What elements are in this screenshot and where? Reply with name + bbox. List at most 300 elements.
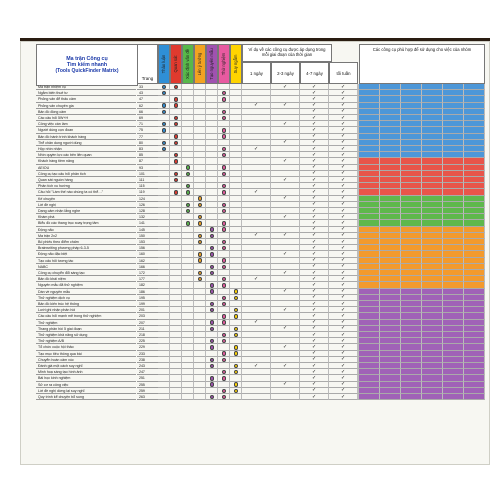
tool-name: Lưới ghi nhận phản hồi <box>36 307 136 313</box>
tool-name: Các câu hỏi 5W+H <box>36 115 136 121</box>
tool-page-number: 111 <box>137 177 158 183</box>
category-dot <box>222 314 226 318</box>
category-dot <box>234 382 238 386</box>
check-mark-icon: ✓ <box>312 195 317 202</box>
check-mark-icon: ✓ <box>341 312 346 319</box>
category-dot <box>222 97 226 101</box>
check-mark-icon: ✓ <box>312 381 317 388</box>
check-mark-icon: ✓ <box>341 83 346 90</box>
check-mark-icon: ✓ <box>283 381 288 388</box>
check-mark-icon: ✓ <box>341 176 346 183</box>
matrix-title-line3: (Tools QuickFinder Matrix) <box>55 68 119 75</box>
category-dot <box>198 258 202 262</box>
check-mark-icon: ✓ <box>341 164 346 171</box>
page-column-header: Trang <box>137 44 158 84</box>
check-mark-icon: ✓ <box>312 374 317 381</box>
category-dot <box>222 134 226 138</box>
category-dot <box>162 147 166 151</box>
tool-page-number: 141 <box>137 220 158 226</box>
tool-name: Đánh giá một cách suy nghĩ <box>36 363 136 369</box>
category-dot <box>174 178 178 182</box>
check-mark-icon: ✓ <box>341 157 346 164</box>
check-mark-icon: ✓ <box>283 250 288 257</box>
check-mark-icon: ✓ <box>312 114 317 121</box>
category-dot <box>222 333 226 337</box>
category-dot <box>222 376 226 380</box>
check-mark-icon: ✓ <box>283 102 288 109</box>
tool-name: Khám phá <box>36 214 136 220</box>
tool-page-number: 69 <box>137 115 158 121</box>
check-mark-icon: ✓ <box>312 226 317 233</box>
applicability-cell <box>464 394 485 400</box>
tool-page-number: 166 <box>137 264 158 270</box>
check-mark-icon: ✓ <box>254 275 259 282</box>
check-mark-icon: ✓ <box>312 207 317 214</box>
tool-name: Các câu hỏi mạnh mẽ trong thử nghiệm <box>36 313 136 319</box>
check-mark-icon: ✓ <box>341 139 346 146</box>
time-frame-header-3: 4-7 ngày <box>300 62 329 84</box>
check-mark-icon: ✓ <box>312 133 317 140</box>
applicability-cell <box>401 394 422 400</box>
category-dot <box>222 358 226 362</box>
category-dot <box>210 234 214 238</box>
check-mark-icon: ✓ <box>283 139 288 146</box>
tool-name: Thử nghiệm dịch vụ <box>36 295 136 301</box>
tool-page-number: 259 <box>137 388 158 394</box>
tool-page-number: 156 <box>137 245 158 251</box>
tool-page-number: 255 <box>137 382 158 388</box>
tool-page-number: 247 <box>137 369 158 375</box>
category-dot <box>162 122 166 126</box>
check-mark-icon: ✓ <box>341 362 346 369</box>
tool-name: Thể chân dung người dùng <box>36 140 136 146</box>
category-dot <box>222 203 226 207</box>
category-dot <box>222 91 226 95</box>
category-dot <box>222 128 226 132</box>
category-dot <box>210 327 214 331</box>
check-mark-icon: ✓ <box>312 244 317 251</box>
check-mark-icon: ✓ <box>312 232 317 239</box>
category-dot <box>186 172 190 176</box>
category-dot <box>174 116 178 120</box>
category-header-label: Tạo nguyên mẫu <box>208 48 214 80</box>
check-mark-icon: ✓ <box>312 238 317 245</box>
tool-page-number: 85 <box>137 152 158 158</box>
category-dot <box>186 209 190 213</box>
tool-page-number: 199 <box>137 301 158 307</box>
tool-name: Bản đồ hành trình khách hàng <box>36 134 136 140</box>
check-mark-icon: ✓ <box>312 95 317 102</box>
tool-page-number: 160 <box>137 251 158 257</box>
tool-name: Công việc cần làm <box>36 121 136 127</box>
tool-page-number: 93 <box>137 165 158 171</box>
category-dot <box>210 308 214 312</box>
check-mark-icon: ✓ <box>341 120 346 127</box>
tool-page-number: 126 <box>137 202 158 208</box>
check-mark-icon: ✓ <box>283 269 288 276</box>
check-mark-icon: ✓ <box>341 95 346 102</box>
applicability-cell <box>380 394 401 400</box>
category-header-label: Lên ý tưởng <box>196 52 202 76</box>
check-mark-icon: ✓ <box>341 201 346 208</box>
category-header-7 <box>230 44 242 84</box>
tool-name: Phỏng vấn để thấu cảm <box>36 96 136 102</box>
tool-page-number: 101 <box>137 171 158 177</box>
tool-page-number: 66 <box>137 109 158 115</box>
check-mark-icon: ✓ <box>341 356 346 363</box>
category-dot <box>174 85 178 89</box>
category-dot <box>162 128 166 132</box>
check-mark-icon: ✓ <box>341 350 346 357</box>
tool-page-number: 238 <box>137 357 158 363</box>
tool-name: Biểu đồ các thang trục xoay trọng tâm <box>36 220 136 226</box>
tool-name: Bản đồ kiến trúc hệ thống <box>36 301 136 307</box>
tool-name: Minh hoạ sáng tạo hình ảnh <box>36 369 136 375</box>
check-mark-icon: ✓ <box>341 368 346 375</box>
category-dot <box>222 184 226 188</box>
check-mark-icon: ✓ <box>312 139 317 146</box>
check-mark-icon: ✓ <box>341 288 346 295</box>
category-dot <box>186 190 190 194</box>
category-dot <box>210 345 214 349</box>
category-dot <box>234 314 238 318</box>
category-dot <box>210 283 214 287</box>
matrix-title-line1: Ma trận Công cụ <box>66 55 108 62</box>
check-mark-icon: ✓ <box>341 319 346 326</box>
check-mark-icon: ✓ <box>312 356 317 363</box>
check-mark-icon: ✓ <box>341 250 346 257</box>
category-dot <box>222 302 226 306</box>
category-dot <box>234 333 238 337</box>
time-frame-cell <box>300 394 329 400</box>
check-mark-icon: ✓ <box>312 306 317 313</box>
check-mark-icon: ✓ <box>341 294 346 301</box>
category-dot <box>210 227 214 231</box>
category-dot <box>174 97 178 101</box>
tool-page-number: 150 <box>137 233 158 239</box>
tool-page-number: 62 <box>137 103 158 109</box>
check-mark-icon: ✓ <box>312 362 317 369</box>
check-mark-icon: ✓ <box>254 232 259 239</box>
category-dot <box>222 339 226 343</box>
tool-page-number: 75 <box>137 127 158 133</box>
tool-page-number: 218 <box>137 332 158 338</box>
check-mark-icon: ✓ <box>283 343 288 350</box>
check-mark-icon: ✓ <box>312 201 317 208</box>
category-dot <box>210 246 214 250</box>
check-mark-icon: ✓ <box>283 288 288 295</box>
check-mark-icon: ✓ <box>341 263 346 270</box>
time-frame-group-header: Ví dụ về các công cụ được áp dụng trong mỗi giai đoạn của thời gian <box>242 44 332 62</box>
tool-applicability-header: Các công cụ phù hợp để sử dụng cho việc của nhóm <box>359 44 485 84</box>
tool-name: Ma trận nhiệm vụ <box>36 84 136 90</box>
check-mark-icon: ✓ <box>312 263 317 270</box>
category-dot <box>234 308 238 312</box>
check-mark-icon: ✓ <box>312 300 317 307</box>
check-mark-icon: ✓ <box>341 269 346 276</box>
check-mark-icon: ✓ <box>312 288 317 295</box>
applicability-cell <box>359 394 380 400</box>
check-mark-icon: ✓ <box>312 343 317 350</box>
tool-page-number: 233 <box>137 351 158 357</box>
tool-name: Lời đề nghị <box>36 202 136 208</box>
category-cell <box>170 394 182 400</box>
check-mark-icon: ✓ <box>341 188 346 195</box>
check-mark-icon: ✓ <box>341 238 346 245</box>
category-header-label: Thử nghiệm <box>220 52 226 76</box>
check-mark-icon: ✓ <box>312 257 317 264</box>
tool-name: Tổ chức cuộc hội thảo <box>36 344 136 350</box>
check-mark-icon: ✓ <box>341 306 346 313</box>
category-dot <box>222 190 226 194</box>
tool-page-number: 243 <box>137 363 158 369</box>
category-dot <box>222 153 226 157</box>
check-mark-icon: ✓ <box>341 387 346 394</box>
tool-name: Nhìn quyền lực các bên liên quan <box>36 152 136 158</box>
check-mark-icon: ✓ <box>341 151 346 158</box>
category-header-label: Suy ngẫm <box>232 54 238 74</box>
category-cell <box>206 394 218 400</box>
category-dot <box>174 141 178 145</box>
applicability-cell <box>443 394 464 400</box>
check-mark-icon: ✓ <box>312 331 317 338</box>
time-frame-header-4: tối tuần <box>329 62 358 84</box>
check-mark-icon: ✓ <box>341 108 346 115</box>
category-dot <box>222 240 226 244</box>
tool-name: Bố phiếu theo điểm chấm <box>36 239 136 245</box>
category-dot <box>174 159 178 163</box>
category-dot <box>234 351 238 355</box>
category-dot <box>234 289 238 293</box>
category-dot <box>234 345 238 349</box>
check-mark-icon: ✓ <box>312 145 317 152</box>
check-mark-icon: ✓ <box>341 145 346 152</box>
category-dot <box>222 265 226 269</box>
category-cell <box>218 394 230 400</box>
tool-name: Quy trình kể chuyện bổ sung <box>36 394 136 400</box>
check-mark-icon: ✓ <box>283 195 288 202</box>
tool-name: Phân tích xu hướng <box>36 183 136 189</box>
check-mark-icon: ✓ <box>341 343 346 350</box>
tool-page-number: 207 <box>137 320 158 326</box>
check-mark-icon: ✓ <box>312 350 317 357</box>
check-mark-icon: ✓ <box>341 182 346 189</box>
category-dot <box>210 364 214 368</box>
category-dot <box>198 234 202 238</box>
tool-name: Người dùng cực đoan <box>36 127 136 133</box>
tool-name: Bản đồ khái niệm <box>36 276 136 282</box>
tool-page-number: 263 <box>137 394 158 400</box>
tool-name: Công cụ tạo cấu hỏi phân tích <box>36 171 136 177</box>
check-mark-icon: ✓ <box>341 275 346 282</box>
check-mark-icon: ✓ <box>312 281 317 288</box>
tool-name: Động não <box>36 227 136 233</box>
category-dot <box>186 203 190 207</box>
check-mark-icon: ✓ <box>341 133 346 140</box>
check-mark-icon: ✓ <box>312 368 317 375</box>
tool-page-number: 195 <box>137 295 158 301</box>
check-mark-icon: ✓ <box>312 387 317 394</box>
category-dot <box>222 351 226 355</box>
matrix-title-line2: Tìm kiếm nhanh <box>66 62 108 68</box>
category-dot <box>174 190 178 194</box>
category-dot <box>222 209 226 213</box>
check-mark-icon: ✓ <box>312 170 317 177</box>
category-dot <box>222 110 226 114</box>
tool-page-number: 186 <box>137 289 158 295</box>
tool-name: NABC <box>36 264 136 270</box>
check-mark-icon: ✓ <box>254 362 259 369</box>
category-dot <box>174 122 178 126</box>
category-dot <box>210 265 214 269</box>
category-dot <box>210 358 214 362</box>
tool-page-number: 145 <box>137 227 158 233</box>
category-dot <box>210 339 214 343</box>
category-dot <box>174 134 178 138</box>
category-header-6 <box>218 44 230 84</box>
check-mark-icon: ✓ <box>341 257 346 264</box>
check-mark-icon: ✓ <box>312 337 317 344</box>
check-mark-icon: ✓ <box>341 374 346 381</box>
tool-name: AEIOU <box>36 165 136 171</box>
check-mark-icon: ✓ <box>341 331 346 338</box>
check-mark-icon: ✓ <box>283 232 288 239</box>
matrix-title-cell <box>36 44 138 86</box>
category-dot <box>222 227 226 231</box>
check-mark-icon: ✓ <box>312 83 317 90</box>
tool-page-number: 201 <box>137 307 158 313</box>
time-frame-cell <box>271 394 300 400</box>
check-mark-icon: ✓ <box>341 219 346 226</box>
check-mark-icon: ✓ <box>254 319 259 326</box>
category-header-label: Xác định vấn đề <box>184 48 190 80</box>
category-dot <box>198 277 202 281</box>
tool-page-number: 33 <box>137 84 158 90</box>
category-dot <box>210 271 214 275</box>
tool-name: Dạng cảm nhận lắng nghe <box>36 208 136 214</box>
tool-name: Kế chuyện <box>36 196 136 202</box>
tool-page-number: 124 <box>137 196 158 202</box>
category-dot <box>222 395 226 399</box>
tool-page-number: 83 <box>137 146 158 152</box>
check-mark-icon: ✓ <box>312 219 317 226</box>
check-mark-icon: ✓ <box>312 89 317 96</box>
tool-page-number: 87 <box>137 158 158 164</box>
tool-page-number: 172 <box>137 270 158 276</box>
check-mark-icon: ✓ <box>341 337 346 344</box>
tool-name: Khách hàng tiềm năng <box>36 158 136 164</box>
tool-name: Bài học kinh nghiệm <box>36 375 136 381</box>
tool-page-number: 47 <box>137 96 158 102</box>
category-cell <box>158 394 170 400</box>
category-dot <box>222 165 226 169</box>
category-dot <box>222 246 226 250</box>
tool-page-number: 119 <box>137 189 158 195</box>
applicability-cell <box>422 394 443 400</box>
check-mark-icon: ✓ <box>254 145 259 152</box>
category-dot <box>198 203 202 207</box>
category-dot <box>210 302 214 306</box>
tool-page-number: 132 <box>137 214 158 220</box>
check-mark-icon: ✓ <box>283 213 288 220</box>
check-mark-icon: ✓ <box>341 114 346 121</box>
check-mark-icon: ✓ <box>254 102 259 109</box>
check-mark-icon: ✓ <box>341 170 346 177</box>
tool-name: Thử nghiệm khả năng sử dụng <box>36 332 136 338</box>
category-dot <box>210 395 214 399</box>
category-dot <box>222 296 226 300</box>
category-dot <box>162 110 166 114</box>
tool-name: Thang phản hồi 5 giai đoạn <box>36 326 136 332</box>
check-mark-icon: ✓ <box>341 126 346 133</box>
category-dot <box>222 283 226 287</box>
check-mark-icon: ✓ <box>312 275 317 282</box>
check-mark-icon: ✓ <box>312 126 317 133</box>
time-frame-cell <box>329 394 358 400</box>
check-mark-icon: ✓ <box>312 151 317 158</box>
tool-name: Dàn về nguyên mẫu <box>36 289 136 295</box>
tool-name: Hộp nhìn nhận <box>36 146 136 152</box>
category-header-2 <box>170 44 182 84</box>
check-mark-icon: ✓ <box>312 182 317 189</box>
tool-name: Sử cơ ra công việc <box>36 382 136 388</box>
category-dot <box>174 103 178 107</box>
category-dot <box>222 370 226 374</box>
check-mark-icon: ✓ <box>341 281 346 288</box>
check-mark-icon: ✓ <box>312 164 317 171</box>
check-mark-icon: ✓ <box>312 393 317 400</box>
category-cell <box>182 394 194 400</box>
check-mark-icon: ✓ <box>341 89 346 96</box>
tool-page-number: 203 <box>137 313 158 319</box>
tool-name: Thử nghiệm A/B <box>36 338 136 344</box>
category-cell <box>230 394 242 400</box>
category-dot <box>210 289 214 293</box>
category-dot <box>222 389 226 393</box>
tool-name: Ngắm biến thuê tư <box>36 90 136 96</box>
tool-name: Brainwriting phương pháp 6-3-5 <box>36 245 136 251</box>
tool-name: Thử nghiệm <box>36 320 136 326</box>
check-mark-icon: ✓ <box>341 195 346 202</box>
check-mark-icon: ✓ <box>312 294 317 301</box>
category-header-3 <box>182 44 194 84</box>
tool-name: Ma trận 2x2 <box>36 233 136 239</box>
category-dot <box>222 172 226 176</box>
time-frame-header-2: 2-3 ngày <box>271 62 300 84</box>
category-dot <box>174 172 178 176</box>
time-frame-header-1: 1 ngày <box>242 62 271 84</box>
category-dot <box>210 252 214 256</box>
tool-page-number: 153 <box>137 239 158 245</box>
tool-page-number: 128 <box>137 208 158 214</box>
check-mark-icon: ✓ <box>312 176 317 183</box>
tool-page-number: 43 <box>137 90 158 96</box>
tool-page-number: 71 <box>137 121 158 127</box>
tool-name: Công cụ chuyển đổi sáng tạo <box>36 270 136 276</box>
category-dot <box>222 221 226 225</box>
check-mark-icon: ✓ <box>341 381 346 388</box>
category-cell <box>194 394 206 400</box>
tool-name: Bản đồ đồng cảm <box>36 109 136 115</box>
category-dot <box>186 221 190 225</box>
check-mark-icon: ✓ <box>312 102 317 109</box>
tool-page-number: 225 <box>137 338 158 344</box>
category-dot <box>222 116 226 120</box>
category-dot <box>186 184 190 188</box>
category-dot <box>234 296 238 300</box>
tool-name: Quan sát nguồn hàng <box>36 177 136 183</box>
category-dot <box>198 271 202 275</box>
